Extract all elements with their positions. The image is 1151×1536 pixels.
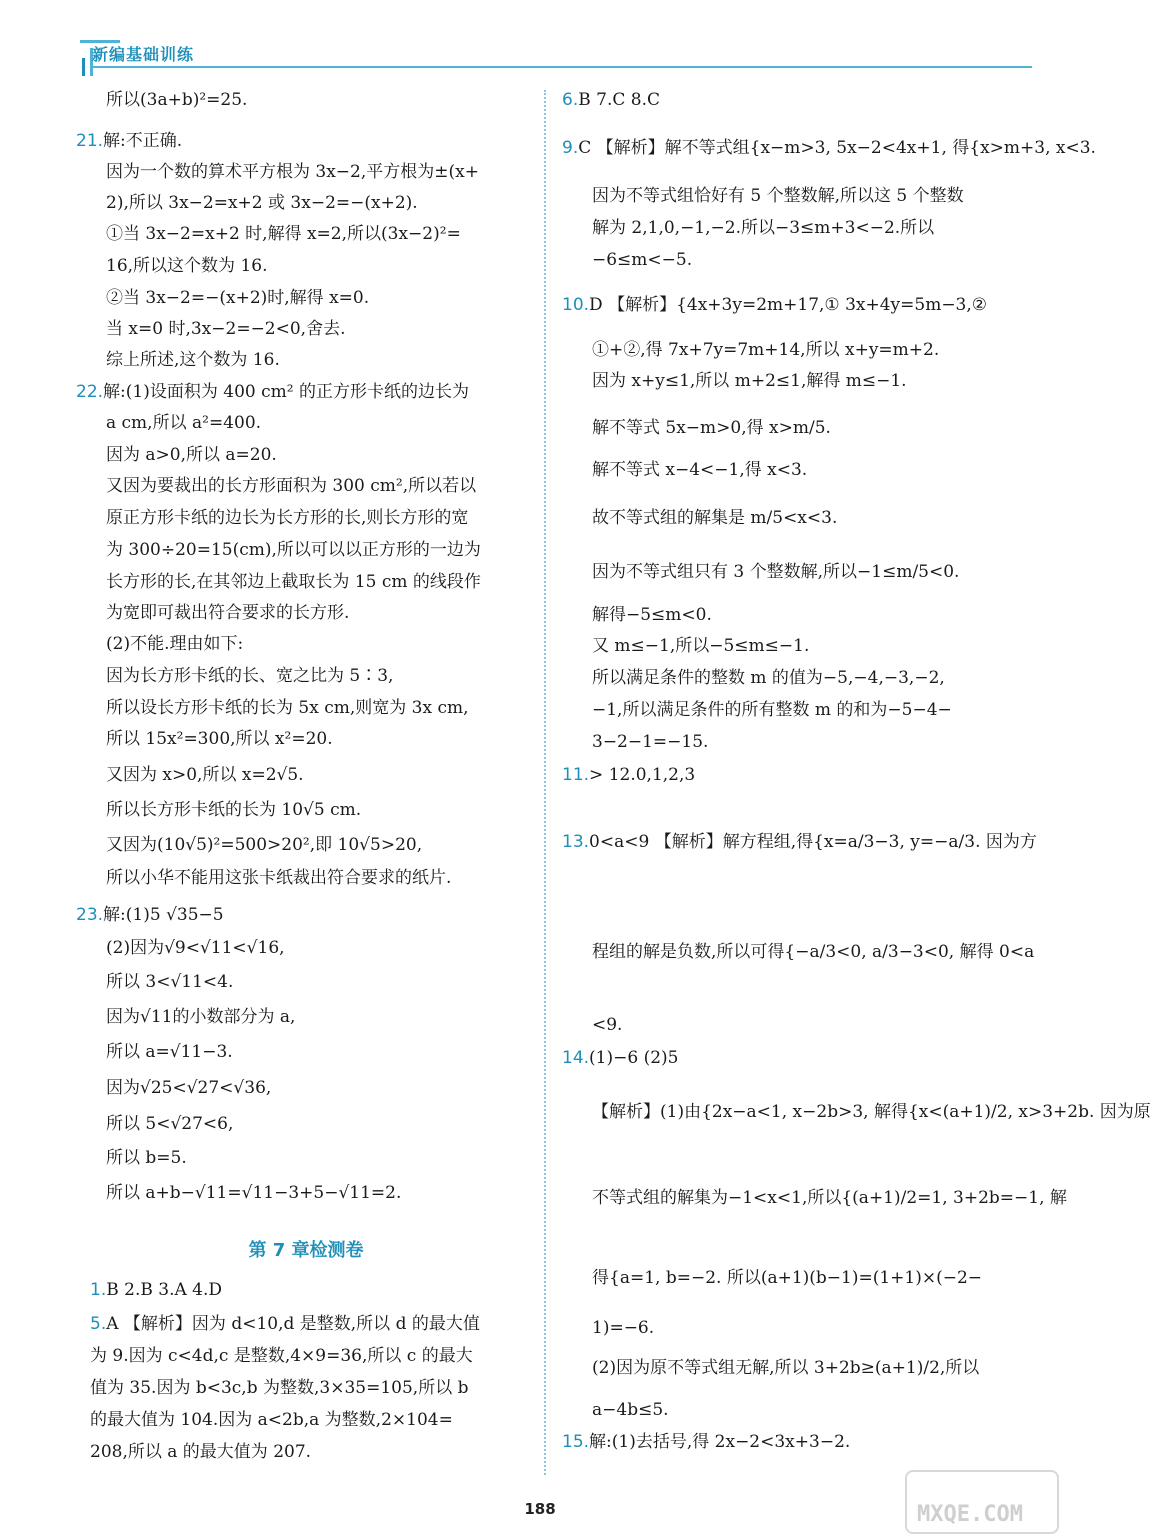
text-line <box>562 1398 669 1422</box>
line-text: 故不等式组的解集是 m/5<x<3. <box>592 508 838 528</box>
line-text: 为 300÷20=15(cm),所以可以以正方形的一边为 <box>106 540 481 560</box>
text-line <box>90 1312 480 1336</box>
line-text: 所以设长方形卡纸的长为 5x cm,则宽为 3x cm, <box>106 698 469 718</box>
text-line <box>562 1100 1151 1124</box>
line-text: 因为 x+y≤1,所以 m+2≤1,解得 m≤−1. <box>592 371 907 391</box>
line-text: ①+②,得 7x+7y=7m+14,所以 x+y=m+2. <box>592 340 940 360</box>
line-text: (2)不能.理由如下: <box>106 634 244 654</box>
text-line <box>76 1076 271 1100</box>
line-text: (1)−6 (2)5 <box>589 1048 679 1068</box>
line-text: 解不等式 x−4<−1,得 x<3. <box>592 460 808 480</box>
line-text: ①当 3x−2=x+2 时,解得 x=2,所以(3x−2)²= <box>106 224 461 244</box>
line-text: A 【解析】因为 d<10,d 是整数,所以 d 的最大值 <box>106 1314 480 1334</box>
line-text: 解:不正确. <box>103 131 183 151</box>
text-line <box>76 570 481 594</box>
text-line <box>562 184 964 208</box>
line-text: 3−2−1=−15. <box>592 732 709 752</box>
line-text: 解不等式 5x−m>0,得 x>m/5. <box>592 418 831 438</box>
line-text: 又 m≤−1,所以−5≤m≤−1. <box>592 636 810 656</box>
text-line <box>76 474 476 498</box>
line-text: ②当 3x−2=−(x+2)时,解得 x=0. <box>106 288 370 308</box>
line-text: 因为一个数的算术平方根为 3x−2,平方根为±(x+ <box>106 162 479 182</box>
text-line <box>562 338 939 362</box>
column-divider <box>544 90 546 1475</box>
text-line <box>76 191 418 215</box>
line-text: 程组的解是负数,所以可得{−a/3<0, a/3−3<0, 解得 0<a <box>592 942 1035 962</box>
line-text: 又因为(10√5)²=500>20²,即 10√5>20, <box>106 835 423 855</box>
line-text: 综上所述,这个数为 16. <box>106 350 280 370</box>
text-line <box>562 730 708 754</box>
text-line <box>76 254 267 278</box>
watermark-logo <box>905 1470 1059 1534</box>
question-number: 21. <box>76 131 104 151</box>
text-line <box>76 696 469 720</box>
question-number: 1. <box>90 1280 107 1300</box>
line-text: 值为 35.因为 b<3c,b 为整数,3×35=105,所以 b <box>90 1378 469 1398</box>
line-text: 解为 2,1,0,−1,−2.所以−3≤m+3<−2.所以 <box>592 218 935 238</box>
text-line <box>76 88 247 112</box>
text-line <box>562 1430 850 1454</box>
line-text: 解:(1)去括号,得 2x−2<3x+3−2. <box>589 1432 851 1452</box>
text-line <box>90 1408 453 1432</box>
text-line <box>562 666 945 690</box>
text-line <box>76 903 224 927</box>
text-line <box>76 1181 401 1205</box>
line-text: 解:(1)5 √35−5 <box>103 905 224 925</box>
text-line <box>562 698 952 722</box>
text-line <box>76 1040 233 1064</box>
text-line <box>76 506 468 530</box>
line-text: 又因为要裁出的长方形面积为 300 cm²,所以若以 <box>106 476 477 496</box>
text-line <box>76 222 461 246</box>
question-number: 23. <box>76 905 104 925</box>
text-line <box>562 560 959 584</box>
text-line <box>562 634 809 658</box>
text-line <box>76 443 277 467</box>
line-text: 所以满足条件的整数 m 的值为−5,−4,−3,−2, <box>592 668 945 688</box>
text-line <box>76 380 469 404</box>
line-text: −6≤m<−5. <box>592 250 693 270</box>
line-text: 所以长方形卡纸的长为 10√5 cm. <box>106 800 362 820</box>
text-line <box>76 286 369 310</box>
line-text: 208,所以 a 的最大值为 207. <box>90 1442 312 1462</box>
line-text: 为宽即可裁出符合要求的长方形. <box>106 603 350 623</box>
text-line <box>562 136 1096 160</box>
text-line <box>562 603 712 627</box>
text-line <box>76 763 304 787</box>
page-number: 188 <box>524 1500 556 1518</box>
question-number: 11. <box>562 765 590 785</box>
text-line <box>76 411 261 435</box>
text-line <box>562 1266 982 1290</box>
page-header <box>0 0 1081 80</box>
line-text: B 7.C 8.C <box>578 90 660 110</box>
line-text: 1)=−6. <box>592 1318 655 1338</box>
text-line <box>90 1440 311 1464</box>
text-line <box>562 293 987 317</box>
text-line <box>76 798 361 822</box>
text-line <box>90 1278 222 1302</box>
line-text: 0<a<9 【解析】解方程组,得{x=a/3−3, y=−a/3. 因为方 <box>589 832 1037 852</box>
text-line <box>562 416 831 440</box>
text-line <box>76 936 285 960</box>
text-line <box>76 317 346 341</box>
line-text: D 【解析】{4x+3y=2m+17,① 3x+4y=5m−3,② <box>589 295 988 315</box>
line-text: 所以 5<√27<6, <box>106 1114 234 1134</box>
line-text: 所以小华不能用这张卡纸裁出符合要求的纸片. <box>106 868 452 888</box>
text-line <box>562 248 692 272</box>
section-title: 第 7 章检测卷 <box>248 1240 364 1261</box>
line-text: 因为√11的小数部分为 a, <box>106 1007 296 1027</box>
text-line <box>562 763 695 787</box>
text-line <box>562 940 1034 964</box>
question-number: 22. <box>76 382 104 402</box>
text-line <box>562 216 934 240</box>
line-text: 原正方形卡纸的边长为长方形的长,则长方形的宽 <box>106 508 469 528</box>
question-number: 10. <box>562 295 590 315</box>
text-line <box>76 833 422 857</box>
line-text: C 【解析】解不等式组{x−m>3, 5x−2<4x+1, 得{x>m+3, x<3. <box>578 138 1096 158</box>
text-line <box>90 1376 468 1400</box>
text-line <box>76 727 333 751</box>
text-line <box>76 129 182 153</box>
line-text: 不等式组的解集为−1<x<1,所以{(a+1)/2=1, 3+2b=−1, 解 <box>592 1188 1067 1208</box>
text-line <box>76 538 481 562</box>
question-number: 5. <box>90 1314 107 1334</box>
line-text: 因为长方形卡纸的长、宽之比为 5∶3, <box>106 666 394 686</box>
text-line <box>562 369 907 393</box>
text-line <box>76 1146 187 1170</box>
line-text: 所以 b=5. <box>106 1148 187 1168</box>
line-text: 因为 a>0,所以 a=20. <box>106 445 277 465</box>
line-text: 当 x=0 时,3x−2=−2<0,舍去. <box>106 319 346 339</box>
line-text: 所以(3a+b)²=25. <box>106 90 248 110</box>
line-text: 【解析】(1)由{2x−a<1, x−2b>3, 解得{x<(a+1)/2, x>3+2b. 因为原 <box>592 1102 1151 1122</box>
text-line <box>76 160 479 184</box>
line-text: 解得−5≤m<0. <box>592 605 712 625</box>
question-number: 6. <box>562 90 579 110</box>
text-line <box>76 348 280 372</box>
header-rule <box>92 66 1032 68</box>
text-line <box>76 664 393 688</box>
text-line <box>90 1344 473 1368</box>
text-line <box>76 866 451 890</box>
line-text: (2)因为原不等式组无解,所以 3+2b≥(a+1)/2,所以 <box>592 1358 980 1378</box>
watermark-text: MXQE.COM <box>917 1502 1023 1527</box>
line-text: 又因为 x>0,所以 x=2√5. <box>106 765 304 785</box>
line-text: 16,所以这个数为 16. <box>106 256 268 276</box>
line-text: 长方形的长,在其邻边上截取长为 15 cm 的线段作 <box>106 572 481 592</box>
text-line <box>76 632 243 656</box>
text-line <box>562 1316 654 1340</box>
text-line <box>562 1356 979 1380</box>
text-line <box>76 1005 295 1029</box>
question-number: 15. <box>562 1432 590 1452</box>
line-text: 所以 a=√11−3. <box>106 1042 233 1062</box>
line-text: −1,所以满足条件的所有整数 m 的和为−5−4− <box>592 700 952 720</box>
line-text: 2),所以 3x−2=x+2 或 3x−2=−(x+2). <box>106 193 418 213</box>
header-title: 新编基础训练 <box>92 45 195 64</box>
line-text: (2)因为√9<√11<√16, <box>106 938 285 958</box>
line-text: a cm,所以 a²=400. <box>106 413 262 433</box>
question-number: 9. <box>562 138 579 158</box>
line-text: B 2.B 3.A 4.D <box>106 1280 222 1300</box>
text-line <box>76 601 349 625</box>
line-text: 所以 a+b−√11=√11−3+5−√11=2. <box>106 1183 402 1203</box>
line-text: 所以 3<√11<4. <box>106 972 234 992</box>
text-line <box>562 458 807 482</box>
text-line <box>562 88 660 112</box>
line-text: 解:(1)设面积为 400 cm² 的正方形卡纸的边长为 <box>103 382 469 402</box>
text-line <box>562 506 837 530</box>
line-text: 的最大值为 104.因为 a<2b,a 为整数,2×104= <box>90 1410 453 1430</box>
line-text: 所以 15x²=300,所以 x²=20. <box>106 729 333 749</box>
text-line <box>562 830 1037 854</box>
text-line <box>76 1112 233 1136</box>
question-number: 13. <box>562 832 590 852</box>
line-text: > 12.0,1,2,3 <box>589 765 696 785</box>
line-text: a−4b≤5. <box>592 1400 669 1420</box>
text-line <box>76 970 233 994</box>
question-number: 14. <box>562 1048 590 1068</box>
text-line <box>562 1046 679 1070</box>
line-text: 因为不等式组只有 3 个整数解,所以−1≤m/5<0. <box>592 562 960 582</box>
text-line <box>562 1013 622 1037</box>
text-line <box>562 1186 1067 1210</box>
line-text: 得{a=1, b=−2. 所以(a+1)(b−1)=(1+1)×(−2− <box>592 1268 983 1288</box>
line-text: <9. <box>592 1015 623 1035</box>
line-text: 因为不等式组恰好有 5 个整数解,所以这 5 个整数 <box>592 186 964 206</box>
line-text: 因为√25<√27<√36, <box>106 1078 272 1098</box>
line-text: 为 9.因为 c<4d,c 是整数,4×9=36,所以 c 的最大 <box>90 1346 473 1366</box>
